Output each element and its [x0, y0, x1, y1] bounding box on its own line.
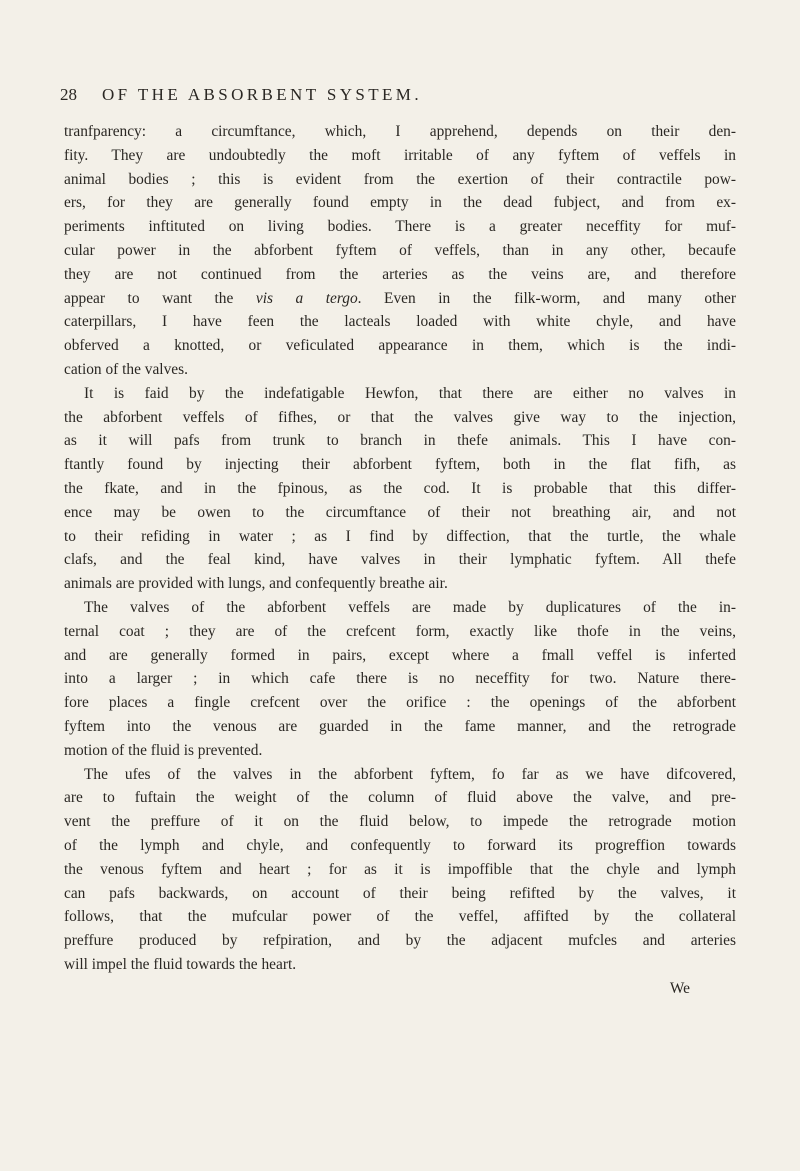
text-line: to their refiding in water ; as I find by diffection, that the turtle, the whale [64, 527, 736, 545]
text-line: The valves of the abforbent veffels are made by duplicatures of the in- [84, 598, 736, 616]
running-title: OF THE ABSORBENT SYSTEM. [102, 85, 422, 104]
text-line: animal bodies ; this is evident from the exertion of their contractile pow- [64, 170, 736, 188]
text-line: tranfparency: a circumftance, which, I apprehend, depends on their den- [64, 123, 736, 140]
text-line: caterpillars, I have feen the lacteals loaded with white chyle, and have [64, 313, 736, 331]
text-line: the fkate, and in the fpinous, as the cod. It is probable that this differ- [64, 479, 736, 497]
text-line: ence may be owen to the circumftance of their not breathing air, and not [64, 503, 736, 521]
catchword: We [669, 979, 690, 997]
text-line: animals are provided with lungs, and confequently breathe air. [64, 575, 448, 593]
text-line: fity. They are undoubtedly the moft irritable of any fyftem of veffels in [64, 146, 736, 164]
text-line: cular power in the abforbent fyftem of veffels, than in any other, becaufe [64, 241, 736, 259]
text-line: The ufes of the valves in the abforbent fyftem, fo far as we have difcovered, [84, 765, 736, 783]
text-line: as it will pafs from trunk to branch in thefe animals. This I have con- [64, 432, 736, 450]
text-line: ers, for they are generally found empty in the dead fubject, and from ex- [64, 194, 736, 212]
text-line: preffure produced by refpiration, and by the adjacent mufcles and arteries [64, 932, 736, 950]
text-line: will impel the fluid towards the heart. [64, 955, 297, 973]
text-line: follows, that the mufcular power of the veffel, affifted by the collateral [64, 908, 736, 926]
text-line: clafs, and the feal kind, have valves in their lymphatic fyftem. All thefe [64, 551, 736, 569]
page-body [64, 120, 736, 1000]
text-line: are to fuftain the weight of the column of fluid above the valve, and pre- [64, 789, 736, 807]
text-line: ternal coat ; they are of the crefcent form, exactly like thofe in the veins, [64, 622, 736, 640]
page-number: 28 [60, 85, 77, 104]
text-line: It is faid by the indefatigable Hewfon, that there are either no valves in [84, 384, 736, 402]
text-line: of the lymph and chyle, and confequently to forward its progreffion towards [64, 836, 736, 854]
text-line: vent the preffure of it on the fluid below, to impede the retrograde motion [64, 813, 736, 831]
text-line: can pafs backwards, on account of their being refifted by the valves, it [64, 884, 736, 902]
text-line: fyftem into the venous are guarded in the fame manner, and the retrograde [64, 717, 736, 735]
text-line: motion of the fluid is prevented. [64, 741, 263, 759]
text-line: cation of the valves. [64, 360, 188, 378]
text-line: ftantly found by injecting their abforbent fyftem, both in the flat fifh, as [64, 456, 736, 474]
text-line: and are generally formed in pairs, except where a fmall veffel is inferted [64, 646, 736, 664]
text-line: the venous fyftem and heart ; for as it is impoffible that the chyle and lymph [64, 860, 736, 878]
text-line: into a larger ; in which cafe there is no neceffity for two. Nature there- [64, 670, 736, 688]
text-line: periments inftituted on living bodies. There is a greater neceffity for muf- [64, 218, 736, 236]
italic-phrase: vis a tergo [255, 289, 358, 307]
page-header [60, 85, 730, 109]
text-line: appear to want the vis a tergo. Even in the filk-worm, and many other [64, 289, 737, 307]
text-line: obferved a knotted, or veficulated appearance in them, which is the indi- [64, 337, 736, 355]
text-line: fore places a fingle crefcent over the orifice : the openings of the abforbent [64, 694, 736, 712]
text-line: they are not continued from the arteries as the veins are, and therefore [64, 265, 736, 283]
text-line: the abforbent veffels of fifhes, or that the valves give way to the injection, [64, 408, 736, 426]
